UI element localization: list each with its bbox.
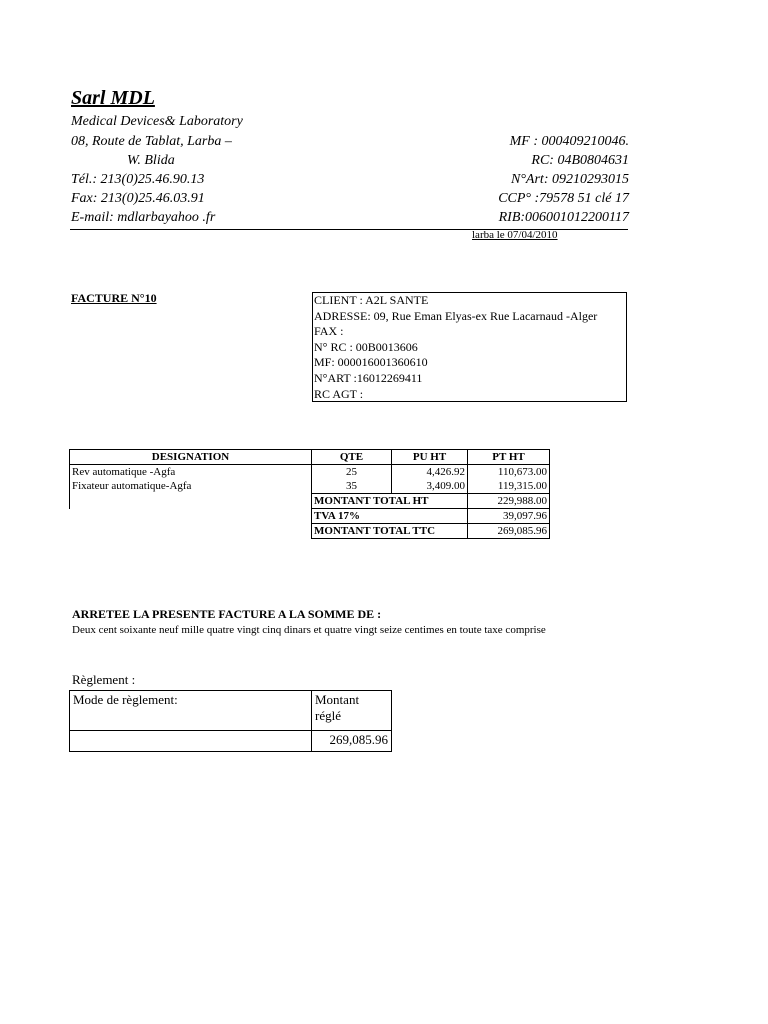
- cell-designation: Rev automatique -Agfa: [70, 465, 312, 480]
- payment-mode-header: Mode de règlement:: [70, 691, 312, 731]
- total-ht-row: [70, 494, 550, 509]
- company-activity: Medical Devices& Laboratory: [71, 114, 243, 129]
- payment-amount-header-line1: Montant: [315, 692, 360, 707]
- total-ttc-label: MONTANT TOTAL TTC: [312, 524, 468, 539]
- table-row: [70, 479, 550, 494]
- cell-pu: 3,409.00: [392, 479, 468, 494]
- company-address: 08, Route de Tablat, Larba –: [71, 134, 232, 149]
- payment-mode-value: [70, 731, 312, 752]
- company-mf: MF : 000409210046.: [509, 134, 629, 149]
- table-header-row: [70, 450, 550, 465]
- payment-table: [69, 690, 392, 752]
- payment-value-row: [70, 731, 392, 752]
- tva-value: 39,097.96: [468, 509, 550, 524]
- payment-amount-header-line2: réglé: [315, 708, 341, 723]
- payment-amount-value: 269,085.96: [312, 731, 392, 752]
- tva-row: [70, 509, 550, 524]
- company-fax: Fax: 213(0)25.46.03.91: [71, 191, 205, 206]
- col-header-pt: PT HT: [468, 450, 550, 465]
- payment-amount-header: [312, 691, 392, 731]
- cell-qte: 25: [312, 465, 392, 480]
- company-ccp: CCP° :79578 51 clé 17: [498, 191, 629, 206]
- company-name: Sarl MDL: [71, 87, 155, 109]
- company-rc: RC: 04B0804631: [531, 153, 629, 168]
- total-ht-value: 229,988.00: [468, 494, 550, 509]
- cell-pu: 4,426.92: [392, 465, 468, 480]
- total-ttc-row: [70, 524, 550, 539]
- company-email: E-mail: mdlarbayahoo .fr: [71, 210, 216, 225]
- client-fax: FAX :: [314, 324, 344, 339]
- client-address: ADRESSE: 09, Rue Eman Elyas-ex Rue Lacarnaud -Alger: [314, 308, 598, 323]
- company-rib: RIB:006001012200117: [498, 210, 629, 225]
- client-name: CLIENT : A2L SANTE: [314, 293, 429, 307]
- company-wilaya: W. Blida: [127, 153, 175, 168]
- col-header-pu: PU HT: [392, 450, 468, 465]
- payment-header-row: [70, 691, 392, 731]
- client-rc: N° RC : 00B0013606: [314, 339, 418, 354]
- col-header-qte: QTE: [312, 450, 392, 465]
- table-row: [70, 465, 550, 480]
- cell-qte: 35: [312, 479, 392, 494]
- invoice-date: larba le 07/04/2010: [472, 229, 558, 241]
- col-header-designation: DESIGNATION: [70, 450, 312, 465]
- tva-label: TVA 17%: [312, 509, 468, 524]
- payment-label: Règlement :: [72, 672, 136, 687]
- client-nart: N°ART :16012269411: [314, 370, 423, 385]
- invoice-title: FACTURE N°10: [71, 291, 157, 305]
- items-table: [69, 449, 550, 539]
- client-rcagt: RC AGT :: [314, 386, 364, 401]
- total-ttc-value: 269,085.96: [468, 524, 550, 539]
- cell-designation: Fixateur automatique-Agfa: [70, 479, 312, 494]
- amount-in-words: Deux cent soixante neuf mille quatre vingt cinq dinars et quatre vingt seize centimes en toute taxe comprise: [72, 624, 546, 636]
- cell-pt: 119,315.00: [468, 479, 550, 494]
- summary-title: ARRETEE LA PRESENTE FACTURE A LA SOMME DE :: [72, 607, 382, 621]
- company-phone: Tél.: 213(0)25.46.90.13: [71, 172, 205, 187]
- client-box: [312, 292, 627, 402]
- total-ht-label: MONTANT TOTAL HT: [312, 494, 468, 509]
- company-nart: N°Art: 09210293015: [511, 172, 629, 187]
- client-mf: MF: 000016001360610: [314, 355, 428, 370]
- cell-pt: 110,673.00: [468, 465, 550, 480]
